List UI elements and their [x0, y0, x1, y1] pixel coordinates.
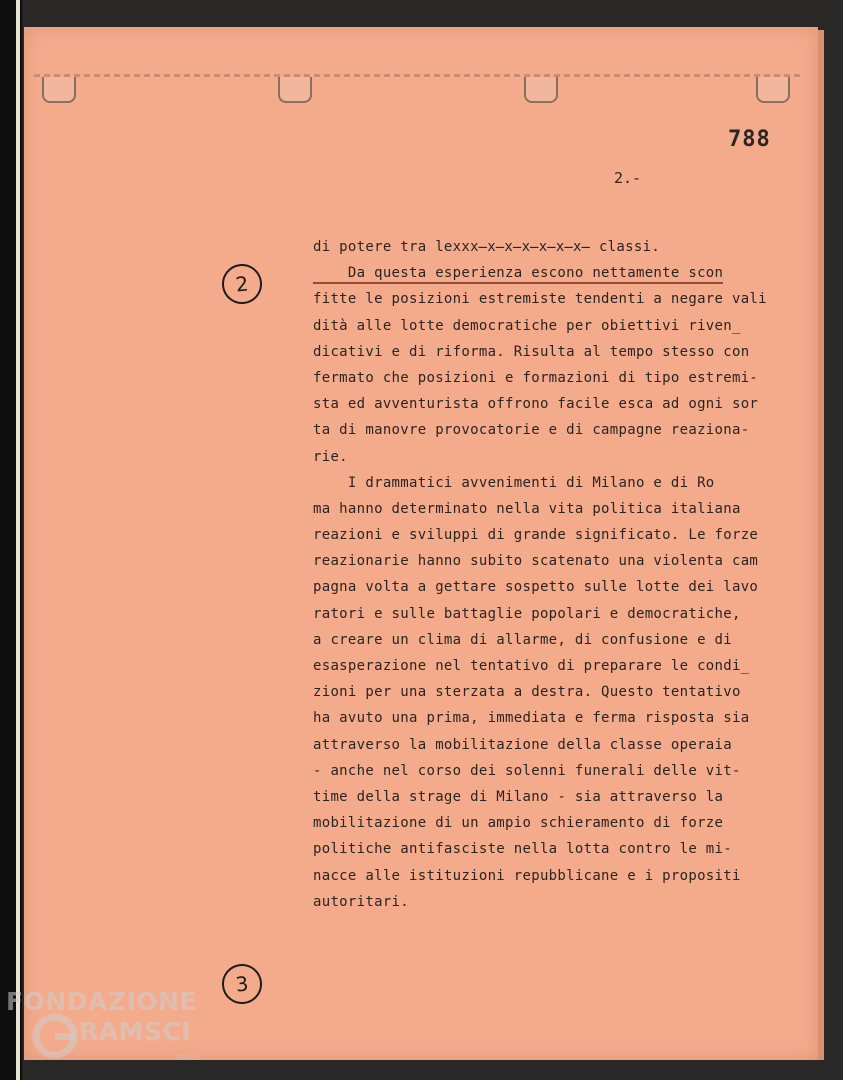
margin-mark-circled-3: 3 — [220, 962, 264, 1006]
text-line: ma hanno determinato nella vita politica italiana — [313, 500, 741, 517]
text-line: zioni per una sterzata a destra. Questo tentativo — [313, 684, 741, 701]
text-line: a creare un clima di allarme, di confusione e di — [313, 631, 732, 648]
text-line: dità alle lotte democratiche per obiettivi riven_ — [313, 317, 741, 334]
text-line: fermato che posizioni e formazioni di tipo estremi- — [313, 369, 759, 386]
margin-mark-circled-2: 2 — [220, 262, 264, 306]
text-line: politiche antifasciste nella lotta contro le mi- — [313, 841, 732, 858]
document-page — [24, 27, 818, 1060]
text-line: nacce alle istituzioni repubblicane e i propositi — [313, 867, 741, 884]
text-line: reazioni e sviluppi di grande significato. Le forze — [313, 527, 759, 544]
binding-tab — [524, 77, 558, 103]
text-line: autoritari. — [313, 893, 410, 910]
text-line: ta di manovre provocatorie e di campagne reaziona- — [313, 422, 750, 439]
text-line: attraverso la mobilitazione della classe operaia — [313, 736, 732, 753]
page-edge — [818, 30, 824, 1060]
text-line: - anche nel corso dei solenni funerali delle vit- — [313, 762, 741, 779]
text-line: sta ed avventurista offrono facile esca ad ogni sor — [313, 396, 759, 413]
binding-tab — [278, 77, 312, 103]
text-line: I drammatici avvenimenti di Milano e di Ro — [313, 474, 715, 491]
text-line: reazionarie hanno subito scatenato una violenta cam — [313, 553, 759, 570]
scanner-border — [0, 0, 22, 1080]
watermark-line-1: FONDAZIONE — [6, 987, 198, 1016]
binding-tab — [756, 77, 790, 103]
text-line: ratori e sulle battaglie popolari e democratiche, — [313, 605, 741, 622]
text-line: ha avuto una prima, immediata e ferma risposta sia — [313, 710, 750, 727]
text-line: fitte le posizioni estremiste tendenti a negare vali — [313, 291, 767, 308]
text-line — [313, 260, 753, 286]
binding-perforation — [34, 74, 804, 77]
binding-tab — [42, 77, 76, 103]
g-logo-icon — [32, 1013, 78, 1059]
archive-watermark — [4, 985, 214, 1080]
text-line: mobilitazione di un ampio schieramento di forze — [313, 815, 724, 832]
text-line-content: Da questa esperienza escono nettamente scon — [313, 265, 723, 284]
watermark-line-3: onlus — [176, 1053, 201, 1063]
text-line: esasperazione nel tentativo di preparare le condi_ — [313, 658, 750, 674]
section-number: 2.- — [614, 169, 642, 187]
text-line: pagna volta a gettare sospetto sulle lotte dei lavo — [313, 579, 759, 596]
typewritten-body — [313, 234, 767, 915]
page-number: 788 — [728, 127, 771, 152]
text-line: rie. — [313, 448, 348, 465]
watermark-line-2: RAMSCI — [79, 1017, 192, 1046]
text-line: dicativi e di riforma. Risulta al tempo stesso con — [313, 343, 750, 360]
text-line: time della strage di Milano - sia attraverso la — [313, 788, 724, 805]
text-line: di potere tra lexxx̶x̶x̶x̶x̶x̶x̶ classi. — [313, 239, 661, 255]
